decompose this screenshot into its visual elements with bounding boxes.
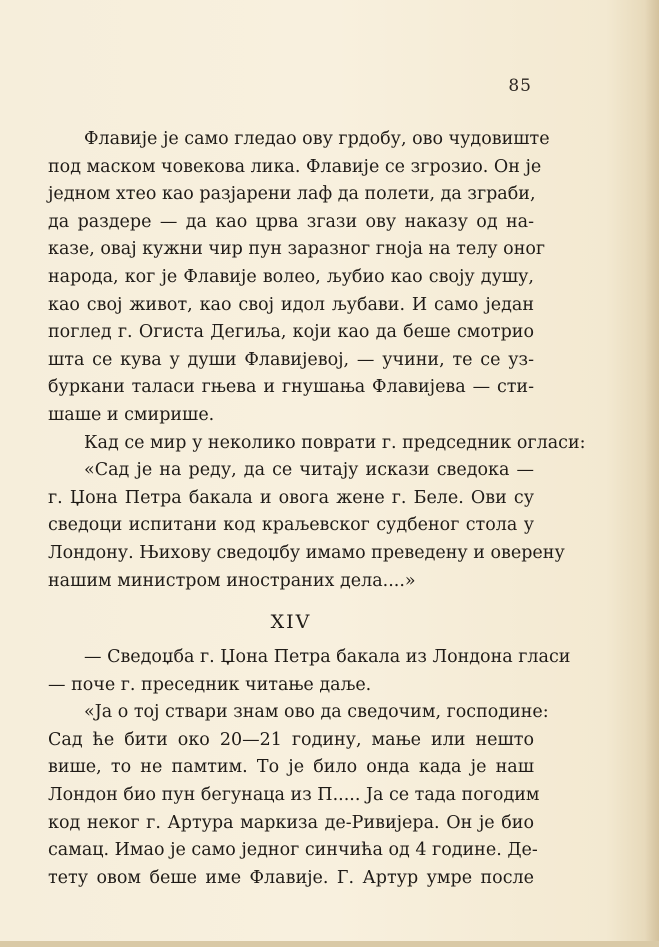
text-line: тету овом беше име Флавије. Г. Артур умре после	[48, 867, 534, 888]
text-line: Сад ће бити око 20—21 годину, мање или нешто	[48, 729, 534, 750]
text-line: самац. Имао је само једног синчића од 4 године. Де-	[48, 840, 538, 861]
text-line: поглед г. Огиста Дегиља, који као да беше смотрио	[48, 322, 534, 343]
chapter-heading: XIV	[270, 611, 312, 634]
body-text	[48, 126, 586, 892]
text-line: сведоци испитани код краљевског судбеног стола у	[48, 515, 534, 536]
text-line: једном хтео као разјарени лаф да полети, да зграби,	[48, 184, 536, 205]
text-line: — Сведоџба г. Џона Петра бакала из Лондона гласи	[84, 647, 571, 668]
text-line: више, то не памтим. То је било онда када је наш	[48, 757, 534, 778]
text-line: Лондону. Њихову сведоџбу имамо преведену и оверену	[48, 542, 565, 563]
text-line: казе, овај кужни чир пун заразног гноја на телу оног	[48, 239, 546, 260]
text-line: буркани таласи гњева и гнушања Флавијева — сти-	[48, 377, 534, 398]
text-line: народа, ког је Флавије волео, љубио као своју душу,	[48, 266, 534, 287]
text-line: г. Џона Петра бакала и овога жене г. Беле. Ови су	[48, 487, 534, 508]
text-line: код неког г. Артура маркиза де-Ривијера. Он је био	[48, 812, 534, 833]
page-number: 85	[508, 76, 532, 96]
text-line: Кад се мир у неколико поврати г. председник огласи:	[84, 432, 586, 453]
text-line: шта се кува у души Флавијевој, — учини, те се уз-	[48, 349, 534, 370]
text-line: нашим министром иностраних дела....»	[48, 570, 416, 591]
text-line: шаше и смирише.	[48, 404, 215, 425]
page-bottom-edge	[0, 941, 659, 947]
text-line: да раздере — да као црва згази ову наказу од на-	[48, 211, 534, 232]
page-edge-shadow	[645, 0, 659, 947]
text-line: «Сад је на реду, да се читају искази сведока —	[84, 460, 534, 481]
text-line: под маском човекова лика. Флавије се згрозио. Он је	[48, 156, 542, 177]
text-line: — поче г. пресeдник читање даље.	[48, 674, 372, 695]
text-line: «Ја о тој ствари знам ово да сведочим, господине:	[84, 702, 549, 723]
text-line: Флавије је само гледао ову грдобу, ово чудовиште	[84, 129, 550, 149]
text-line: као свој живот, као свој идол љубави. И само један	[48, 294, 534, 315]
text-line: Лондон био пун бегунаца из П..... Ја се тада погодим	[48, 785, 540, 806]
